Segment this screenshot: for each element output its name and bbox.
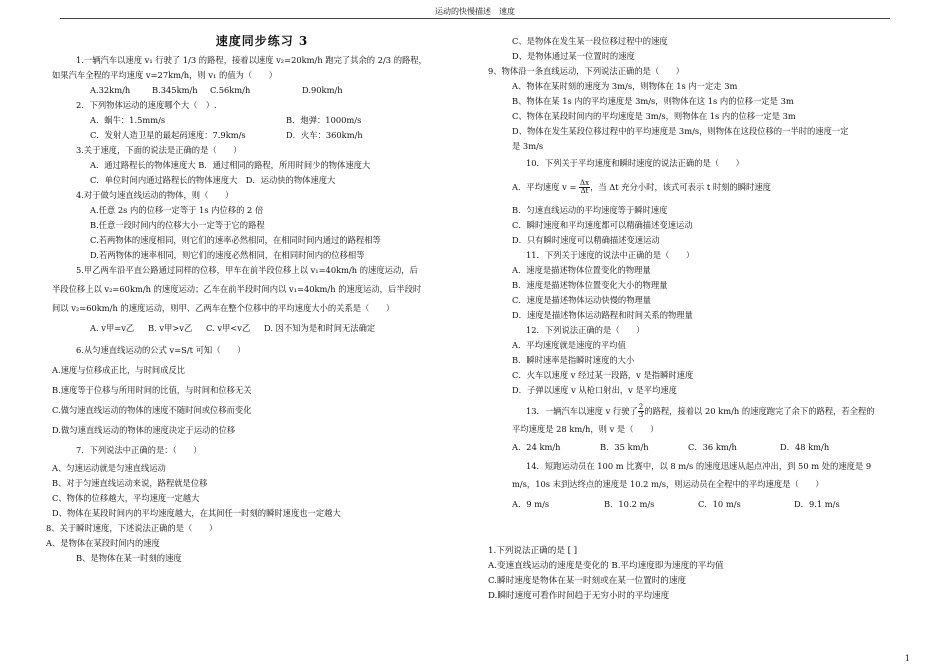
q11-option-d: D．速度是描述物体运动路程和时间关系的物理量: [512, 310, 693, 320]
q5-option-c: C. v甲<v乙: [206, 323, 251, 333]
q14-option-c: C．10 m/s: [698, 499, 741, 509]
right-column: [488, 34, 898, 604]
q13-option-d: D．48 km/h: [780, 442, 830, 452]
q2-stem: 2．下列物体运动的速度哪个大（ ）.: [76, 100, 217, 110]
q10-option-a: [488, 175, 898, 199]
q9-stem: 9、物体沿一条直线运动，下列说法正确的是（ ）: [488, 66, 685, 76]
q8-option-b: B、是物体在某一时刻的速度: [76, 553, 182, 563]
q13-denominator: 3: [638, 411, 644, 419]
q10-stem: 10．下列关于平均速度和瞬时速度的说法正确的是（ ）: [526, 158, 744, 168]
q13-stem-prefix: 13．一辆汽车以速度 v 行驶了: [526, 406, 638, 416]
extra-q1-option-d: D.瞬时速度可看作时间趋于无穷小时的平均速度: [488, 591, 670, 601]
q8-option-d: D、是物体通过某一位置时的速度: [512, 51, 635, 61]
q8-option-a: A、是物体在某段时间内的速度: [46, 538, 160, 548]
q10-formula-numerator: Δx: [580, 179, 590, 187]
q4-option-c: C.若两物体的速度相同，则它们的速率必然相同，在相同时间内通过的路程相等: [90, 235, 381, 245]
q1-line-1: 1.一辆汽车以速度 v₁ 行驶了 1/3 的路程，接着以速度 v₂=20km/h 跑完了其余的 2/3 的路程，: [76, 55, 427, 65]
q13-numerator: 2: [638, 403, 644, 411]
q6-option-b: B.速度等于位移与所用时间的比值，与时间和位移无关: [52, 385, 252, 395]
q3-option-ab: A．通过路程长的物体速度大 B．通过相同的路程，所用时间少的物体速度大: [90, 160, 371, 170]
q14-options: [488, 497, 898, 512]
page-title: 速度同步练习 3: [215, 34, 309, 48]
q10-option-d: D．只有瞬时速度可以精确描述变速运动: [512, 235, 660, 245]
q10-option-b: B．匀速直线运动的平均速度等于瞬时速度: [512, 205, 668, 215]
q2-option-b: B．炮弹：1000m/s: [286, 115, 362, 125]
q5-line-3: 间以 v₂=60km/h 的速度运动，则甲、乙两车在整个位移中的平均速度大小的关系是（ ）: [52, 303, 395, 313]
q7-option-a: A、匀速运动就是匀速直线运动: [52, 463, 166, 473]
q3-option-cd: C．单位时间内通过路程长的物体速度大 D．运动快的物体速度大: [90, 175, 336, 185]
q13-stem: [488, 400, 898, 422]
q1-option-d: D.90km/h: [302, 85, 343, 95]
q1-option-b: B.345km/h: [152, 85, 198, 95]
q11-stem: 11．下列关于速度的说法中正确的是（ ）: [526, 250, 695, 260]
q3-stem: 3.关于速度，下面的说法是正确的是（ ）: [76, 145, 242, 155]
q10-formula-denominator: Δt: [580, 187, 589, 195]
q6-option-a: A.速度与位移成正比，与时间成反比: [52, 365, 186, 375]
q7-stem: 7．下列说法中正确的是：（ ）: [76, 445, 202, 455]
extra-q1-option-ab: A.变速直线运动的速度是变化的 B.平均速度即为速度的平均值: [488, 561, 724, 571]
header-rule: [60, 18, 890, 19]
q9-option-d: D、物体在发生某段位移过程中的平均速度是 3m/s，则物体在这段位移的一半时的速度一定: [512, 126, 849, 136]
q5-option-b: B. v甲>v乙: [148, 323, 193, 333]
q2-options-row-2: [52, 128, 472, 143]
q4-option-a: A.任意 2s 内的位移一定等于 1s 内位移的 2 倍: [90, 205, 264, 215]
q4-option-b: B.任意一段时间内的位移大小一定等于它的路程: [90, 220, 265, 230]
q12-option-c: C．火车以速度 v 经过某一段路，v 是指瞬时速度: [512, 370, 694, 380]
q14-option-b: B．10.2 m/s: [604, 499, 655, 509]
q12-option-b: B．瞬时速率是指瞬时速度的大小: [512, 355, 635, 365]
q5-options: [52, 321, 472, 336]
q14-option-d: D．9.1 m/s: [794, 499, 840, 509]
q2-option-c: C．发射人造卫星的最起码速度：7.9km/s: [90, 130, 246, 140]
q9-option-b: B、物体在某 1s 内的平均速度是 3m/s，则物体在这 1s 内的位移一定是 3m: [512, 96, 794, 106]
q7-option-c: C、物体的位移越大，平均速度一定越大: [52, 493, 200, 503]
q1-line-2: 如果汽车全程的平均速度 v=27km/h，则 v₁ 的值为（ ）: [52, 70, 278, 80]
q2-option-d: D．火车：360km/h: [286, 130, 363, 140]
q13-options: [488, 440, 898, 455]
q14-line-1: 14．短跑运动员在 100 m 比赛中，以 8 m/s 的速度迅速从起点冲出，到 50 m 处的速度是 9: [526, 461, 872, 471]
q4-option-d: D.若两物体的速率相同，则它们的速度必然相同，在相同时间内的位移相等: [90, 250, 365, 260]
q2-option-a: A．蜗牛：1.5mm/s: [90, 115, 166, 125]
q10-option-c: C．瞬时速度和平均速度都可以精确描述变速运动: [512, 220, 693, 230]
q1-option-c: C.56km/h: [210, 85, 251, 95]
q13-option-a: A．24 km/h: [512, 442, 561, 452]
q9-option-c: C、物体在某段时间内的平均速度是 3m/s，则物体在 1s 内的位移一定是 3m: [512, 111, 796, 121]
q6-option-c: C.做匀速直线运动的物体的速度不随时间或位移而变化: [52, 405, 252, 415]
q10-option-a-suffix: ，当 Δt 充分小时，该式可表示 t 时刻的瞬时速度: [590, 182, 771, 192]
q13-option-c: C．36 km/h: [688, 442, 737, 452]
section-gap: [488, 512, 898, 544]
q12-stem: 12．下列说法正确的是（ ）: [526, 325, 645, 335]
q4-stem: 4.对于做匀速直线运动的物体，则（ ）: [76, 190, 234, 200]
q9-option-d-cont: 是 3m/s: [512, 141, 544, 151]
extra-q1-stem: 1.下列说法正确的是 [ ]: [488, 546, 578, 556]
q2-options-row-1: [52, 113, 472, 128]
q10-formula-v: v =: [562, 182, 577, 192]
q5-line-2: 半段位移上以 v₂=60km/h 的速度运动；乙车在前半段时间内以 v₁=40km/h 的速度运动，后半段时: [52, 284, 422, 294]
q5-option-a: A. v甲=v乙: [90, 323, 135, 333]
q10-option-a-prefix: A．平均速度: [512, 182, 560, 192]
q5-line-1: 5.甲乙两车沿平直公路通过同样的位移，甲车在前半段位移上以 v₁=40km/h 的速度运动，后: [76, 265, 418, 275]
q1-options: [52, 83, 472, 98]
q12-option-d: D．子弹以速度 v 从枪口射出，v 是平均速度: [512, 385, 677, 395]
q13-stem-suffix: 的路程，接着以 20 km/h 的速度跑完了余下的路程，若全程的: [644, 406, 875, 416]
q11-option-c: C．速度是描述物体运动快慢的物理量: [512, 295, 652, 305]
q1-option-a: A.32km/h: [90, 85, 131, 95]
q5-option-d: D. 因不知为是和时间无法确定: [264, 323, 376, 333]
q14-option-a: A．9 m/s: [512, 499, 550, 509]
q8-stem: 8、关于瞬时速度，下述说法正确的是（ ）: [46, 523, 218, 533]
q9-option-a: A、物体在某时刻的速度为 3m/s，则物体在 1s 内一定走 3m: [512, 81, 738, 91]
q13-option-b: B．35 km/h: [600, 442, 649, 452]
q7-option-b: B、对于匀速直线运动来说，路程就是位移: [52, 478, 208, 488]
page-header: 运动的快慢描述 速度: [435, 7, 515, 16]
page-number: 1: [904, 654, 910, 663]
q12-option-a: A．平均速度就是速度的平均值: [512, 340, 626, 350]
q10-formula-fraction: [579, 180, 590, 195]
left-column: [46, 34, 472, 566]
q6-option-d: D.做匀速直线运动的物体的速度决定于运动的位移: [52, 425, 236, 435]
q11-option-a: A．速度是描述物体位置变化的物理量: [512, 265, 651, 275]
q13-line-2: 平均速度是 28 km/h，则 v 是（ ）: [512, 424, 659, 434]
q11-option-b: B．速度是描述物体位置变化大小的物理量: [512, 280, 668, 290]
q14-line-2: m/s，10s 末到达终点的速度是 10.2 m/s，则运动员在全程中的平均速度是（ ）: [512, 479, 824, 489]
q7-option-d: D、物体在某段时间内的平均速度越大，在其间任一时刻的瞬时速度也一定越大: [52, 508, 341, 518]
q6-stem: 6.从匀速直线运动的公式 v=S/t 可知（ ）: [76, 345, 246, 355]
q8-option-c: C、是物体在发生某一段位移过程中的速度: [512, 36, 668, 46]
extra-q1-option-c: C.瞬时速度是物体在某一时刻或在某一位置时的速度: [488, 576, 687, 586]
